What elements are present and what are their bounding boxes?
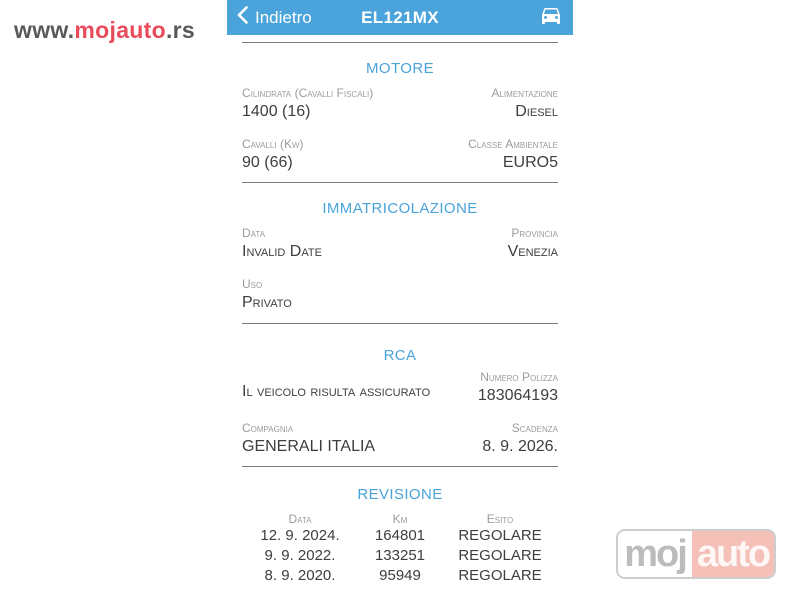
column-header-esito: Esito [486,512,514,526]
report-content [227,42,573,586]
column-header-data: Data [288,512,312,526]
cell-km: 133251 [374,547,426,564]
phone-screenshot [227,0,573,600]
motore-row-1 [242,87,558,121]
watermark-left-text: moj [618,531,692,577]
field-value: Privato [242,294,292,311]
field-label: Provincia [511,226,558,240]
field-data-immatricolazione [242,227,322,261]
field-value: 1400 (16) [242,103,311,120]
immatricolazione-row-1 [242,227,558,261]
revisione-table [250,512,550,586]
car-button[interactable] [539,3,563,32]
insurance-status-text: Il veicolo risulta assicurato [242,383,431,400]
divider [242,42,558,43]
back-button-label: Indietro [255,7,312,27]
section-title-immatricolazione: IMMATRICOLAZIONE [322,200,478,217]
field-uso [242,278,292,312]
divider [242,323,558,324]
field-label: Uso [242,277,263,291]
field-compagnia [242,422,375,456]
mojauto-watermark-logo [616,529,776,579]
back-chevron-icon [237,6,248,29]
field-cilindrata [242,87,373,121]
field-label: Alimentazione [491,86,558,100]
cell-data: 9. 9. 2022. [264,547,336,564]
section-title-rca: RCA [383,347,417,364]
table-header-row [250,512,550,526]
rca-row-2 [242,422,558,456]
field-value: EURO5 [502,154,558,171]
field-cavalli [242,138,304,172]
field-value: Diesel [515,103,558,120]
section-title-motore: MOTORE [366,60,434,77]
motore-row-2 [242,138,558,172]
table-row [250,546,550,566]
watermark-right-text: auto [692,531,774,577]
car-icon [539,3,563,32]
app-navbar [227,0,573,35]
plate-title: EL121MX [361,7,439,27]
rca-row-1 [242,371,558,405]
field-label: Scadenza [511,421,558,435]
cell-esito: REGOLARE [458,527,542,544]
field-label: Compagnia [242,421,294,435]
table-row [250,526,550,546]
divider [242,466,558,467]
cell-data: 8. 9. 2020. [264,567,336,584]
section-title-revisione: REVISIONE [357,486,443,503]
field-label: Cavalli (Kw) [242,137,304,151]
field-label: Numero Polizza [480,370,558,384]
field-label: Cilindrata (Cavalli Fiscali) [242,86,374,100]
column-header-km: Km [392,512,408,526]
cell-km: 95949 [379,567,421,584]
field-scadenza [482,422,558,456]
field-value: GENERALI ITALIA [242,438,376,455]
site-brand [14,17,195,44]
table-row [250,566,550,586]
cell-esito: REGOLARE [458,567,542,584]
brand-prefix: www. [14,17,75,43]
brand-name: mojauto [74,17,166,43]
immatricolazione-row-2 [242,278,558,312]
back-button[interactable] [237,6,312,29]
cell-km: 164801 [374,527,426,544]
field-value: 183064193 [477,387,558,404]
field-value: 90 (66) [242,154,293,171]
cell-esito: REGOLARE [458,547,542,564]
divider [242,182,558,183]
field-label: Classe Ambientale [468,137,558,151]
field-value: 8. 9. 2026. [482,438,558,455]
field-value: Invalid Date [242,243,322,260]
field-value: Venezia [507,243,558,260]
cell-data: 12. 9. 2024. [260,527,340,544]
field-alimentazione [491,87,558,121]
field-numero-polizza [478,371,558,405]
brand-suffix: .rs [165,17,196,43]
field-provincia [508,227,558,261]
field-classe-ambientale [468,138,558,172]
field-label: Data [242,226,266,240]
